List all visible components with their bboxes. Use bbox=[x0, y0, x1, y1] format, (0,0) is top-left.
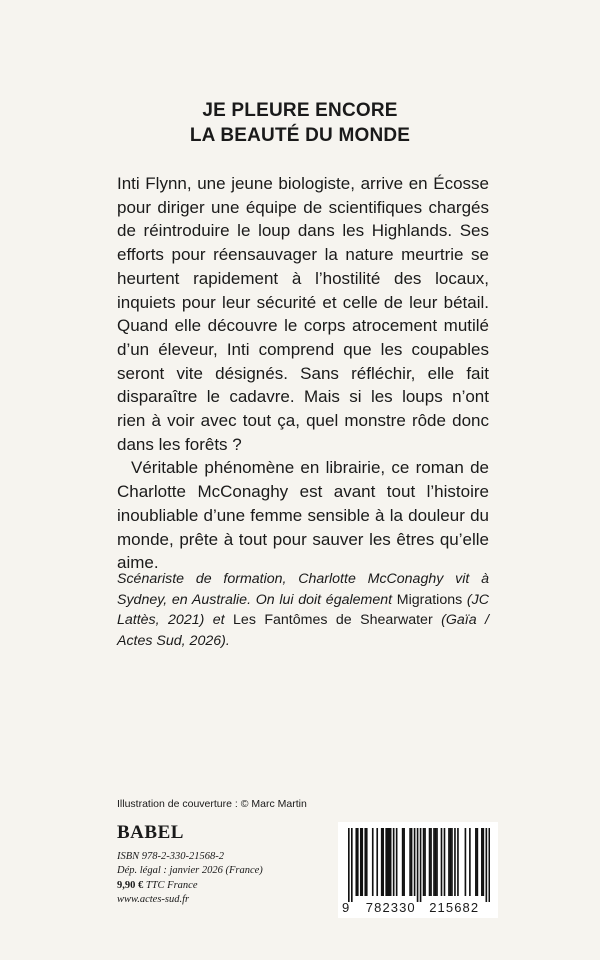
barcode-bar bbox=[489, 828, 490, 902]
barcode-bar bbox=[366, 828, 368, 896]
book-metadata bbox=[117, 850, 263, 908]
barcode-bar bbox=[429, 828, 431, 896]
barcode-bar bbox=[441, 828, 443, 896]
cover-illustration-credit: Illustration de couverture : © Marc Martin bbox=[117, 798, 307, 810]
barcode-bar bbox=[396, 828, 398, 896]
barcode-bar bbox=[448, 828, 450, 896]
barcode-bar bbox=[387, 828, 389, 896]
barcode-bar bbox=[481, 828, 483, 896]
barcode-bar bbox=[355, 828, 357, 896]
legal-deposit: Dép. légal : janvier 2026 (France) bbox=[117, 865, 263, 877]
barcode-bar bbox=[477, 828, 479, 896]
barcode-bar bbox=[360, 828, 362, 896]
barcode-bar bbox=[450, 828, 452, 896]
barcode-bar bbox=[469, 828, 471, 896]
barcode-bar bbox=[388, 828, 390, 896]
website: www.actes-sud.fr bbox=[117, 894, 190, 906]
book-title-line-2: LA BEAUTÉ DU MONDE bbox=[189, 125, 411, 146]
barcode-bar bbox=[420, 828, 422, 902]
publisher-name: BABEL bbox=[117, 822, 184, 843]
barcode-bar bbox=[381, 828, 383, 896]
barcode-bar bbox=[444, 828, 446, 896]
barcode-bar bbox=[436, 828, 438, 896]
barcode-bar bbox=[454, 828, 456, 896]
blurb-paragraph-2: Véritable phénomène en librairie, ce roman de Charlotte McConaghy est avant tout l’histoire inoubliable d’une femme sensible à la douleur du monde, prête à tout pour sauver les êtres qu’elle aime. bbox=[117, 458, 489, 573]
barcode-bar bbox=[424, 828, 426, 896]
book-title-migrations: Migrations bbox=[396, 591, 463, 608]
barcode-bar bbox=[403, 828, 405, 896]
blurb-paragraph-1: Inti Flynn, une jeune biologiste, arrive en Écosse pour diriger une équipe de scientifiques chargés de réintroduire le loup dans les Highlands. Ses efforts pour réensauvager la nature meurtrie se heurtent rapidement à l’hostilité des locaux, inquiets pour leur sécurité et celle de leur bétail. Quand elle découvre le corps atrocement mutilé d’un éleveur, Inti comprend que les coupables seront vite désignés. Sans réfléchir, elle fait disparaître le cadavre. Mais si les loups n’ont rien à voir avec tout ça, quel monstre rôde donc dans les forêts ? bbox=[117, 174, 489, 454]
barcode-bar bbox=[423, 828, 425, 896]
barcode-left-digits: 782330 bbox=[365, 900, 416, 915]
barcode-bar bbox=[402, 828, 404, 896]
barcode-bar bbox=[483, 828, 485, 896]
barcode-bar bbox=[451, 828, 453, 896]
barcode-bar bbox=[357, 828, 359, 896]
barcode-bar bbox=[457, 828, 459, 896]
barcode-bar bbox=[411, 828, 413, 896]
barcode bbox=[338, 822, 498, 918]
barcode-bar bbox=[465, 828, 467, 896]
barcode-bar bbox=[417, 828, 419, 902]
price-line bbox=[117, 879, 263, 893]
author-bio-text-2: (JC Lattès, 2021) et bbox=[117, 591, 489, 628]
barcode-bar bbox=[390, 828, 392, 896]
book-title-line-1: JE PLEURE ENCORE bbox=[202, 100, 398, 121]
barcode-bar bbox=[430, 828, 432, 896]
barcode-bar bbox=[385, 828, 387, 896]
price: 9,90 € bbox=[117, 879, 144, 891]
barcode-bar bbox=[414, 828, 416, 896]
book-title bbox=[0, 98, 600, 148]
barcode-bar bbox=[361, 828, 363, 896]
barcode-bar bbox=[348, 828, 350, 902]
barcode-bar bbox=[486, 828, 488, 902]
barcode-bar bbox=[393, 828, 395, 896]
author-bio-text-1: Scénariste de formation, Charlotte McConaghy vit à Sydney, en Australie. On lui doit également bbox=[117, 571, 489, 608]
blurb bbox=[117, 172, 489, 575]
barcode-bar bbox=[376, 828, 378, 896]
barcode-bars bbox=[348, 828, 490, 902]
author-bio-text-3: (Gaïa / Actes Sud, 2026). bbox=[117, 612, 489, 649]
price-suffix: TTC France bbox=[143, 879, 198, 891]
barcode-bar bbox=[382, 828, 384, 896]
barcode-bar bbox=[372, 828, 374, 896]
isbn: ISBN 978-2-330-21568-2 bbox=[117, 851, 225, 862]
author-bio bbox=[117, 569, 489, 651]
book-title-shearwater: Les Fantômes de Shearwater bbox=[233, 612, 433, 628]
barcode-right-digits: 215682 bbox=[429, 900, 480, 915]
barcode-first-digit: 9 bbox=[342, 900, 351, 915]
barcode-bar bbox=[409, 828, 411, 896]
barcode-bar bbox=[351, 828, 353, 902]
barcode-bar bbox=[364, 828, 366, 896]
barcode-bar bbox=[475, 828, 477, 896]
barcode-bar bbox=[433, 828, 435, 896]
barcode-bar bbox=[435, 828, 437, 896]
barcode-number bbox=[342, 900, 498, 915]
